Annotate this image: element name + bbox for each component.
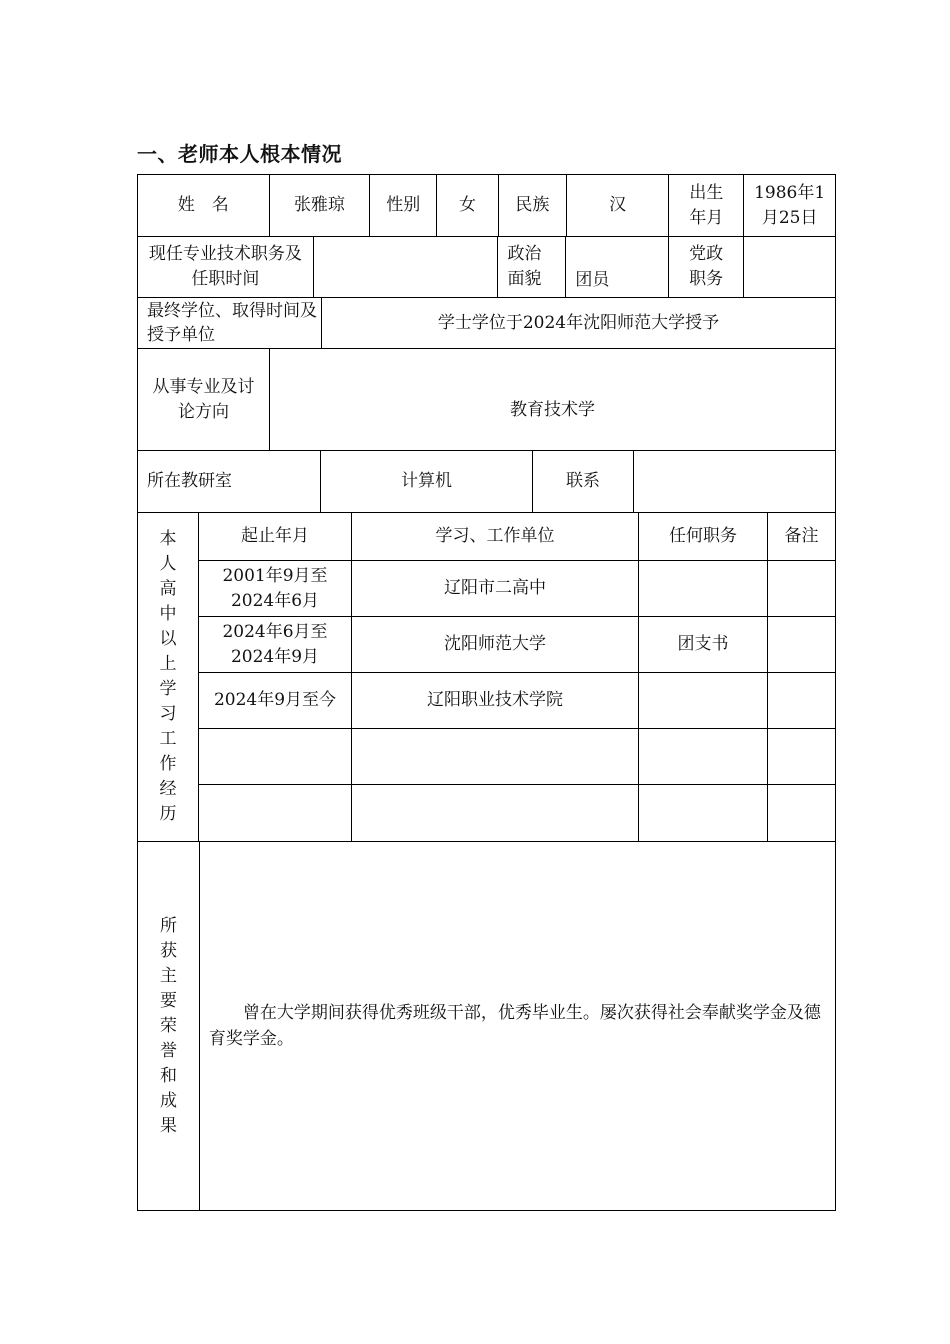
office-row	[137, 450, 836, 512]
major-value: 教育技术学	[510, 400, 595, 420]
ethnicity-label: 民族	[499, 175, 567, 236]
political-value: 团员	[566, 237, 669, 297]
title-value	[314, 237, 499, 297]
history-row5-unit	[352, 785, 639, 841]
history-row1-role	[639, 561, 768, 617]
history-row3-period: 2024年9月至今	[199, 673, 352, 729]
major-label: 从事专业及讨论方向	[138, 349, 270, 450]
degree-row	[137, 297, 836, 348]
title-label: 现任专业技术职务及任职时间	[138, 237, 314, 297]
political-label: 政治面貌	[498, 237, 566, 297]
history-section	[137, 512, 836, 841]
contact-value	[634, 451, 835, 512]
history-row4-remark	[768, 729, 835, 785]
basic-info-row	[137, 174, 836, 236]
honors-section	[137, 841, 836, 1211]
birth-value: 1986年1月25日	[754, 182, 826, 228]
history-header-unit: 学习、工作单位	[352, 513, 639, 561]
office-value: 计算机	[321, 451, 533, 512]
history-header-role: 任何职务	[639, 513, 768, 561]
honors-side-label-cell	[138, 842, 200, 1210]
history-row1-unit: 辽阳市二高中	[352, 561, 639, 617]
position-row	[137, 236, 836, 297]
history-row4-unit	[352, 729, 639, 785]
contact-label: 联系	[533, 451, 634, 512]
history-row1-remark	[768, 561, 835, 617]
history-row3-unit: 辽阳职业技术学院	[352, 673, 639, 729]
honors-text: 曾在大学期间获得优秀班级干部，优秀毕业生。屡次获得社会奉献奖学金及德育奖学金。	[208, 1003, 821, 1049]
name-value: 张雅琼	[270, 175, 371, 236]
history-row3-role	[639, 673, 768, 729]
major-row	[137, 348, 836, 450]
history-table	[199, 513, 835, 841]
history-header-remark: 备注	[768, 513, 835, 561]
ethnicity-value: 汉	[567, 175, 670, 236]
degree-label: 最终学位、取得时间及授予单位	[138, 298, 322, 348]
history-row4-period	[199, 729, 352, 785]
name-label: 姓 名	[138, 175, 270, 236]
office-label: 所在教研室	[138, 451, 321, 512]
gender-label: 性别	[370, 175, 437, 236]
history-row5-period	[199, 785, 352, 841]
history-side-label-cell	[138, 513, 199, 841]
party-label: 党政职务	[669, 237, 744, 297]
honors-side-label: 所获主要荣誉和成果	[159, 915, 177, 1136]
history-row2-unit: 沈阳师范大学	[352, 617, 639, 673]
honors-content-cell	[200, 842, 835, 1210]
party-value	[744, 237, 835, 297]
history-row5-role	[639, 785, 768, 841]
history-row5-remark	[768, 785, 835, 841]
history-row4-role	[639, 729, 768, 785]
history-row2-role: 团支书	[639, 617, 768, 673]
history-side-label: 本人高中以上学习工作经历	[159, 529, 177, 824]
history-header-period: 起止年月	[199, 513, 352, 561]
gender-value: 女	[437, 175, 499, 236]
birth-label: 出生年月	[669, 175, 744, 236]
history-row2-remark	[768, 617, 835, 673]
section-heading: 一、老师本人根本情况	[137, 142, 342, 166]
history-row2-period: 2024年6月至2024年9月	[199, 617, 352, 673]
history-row3-remark	[768, 673, 835, 729]
degree-value: 学士学位于2024年沈阳师范大学授予	[437, 312, 720, 333]
history-row1-period: 2001年9月至2024年6月	[199, 561, 352, 617]
